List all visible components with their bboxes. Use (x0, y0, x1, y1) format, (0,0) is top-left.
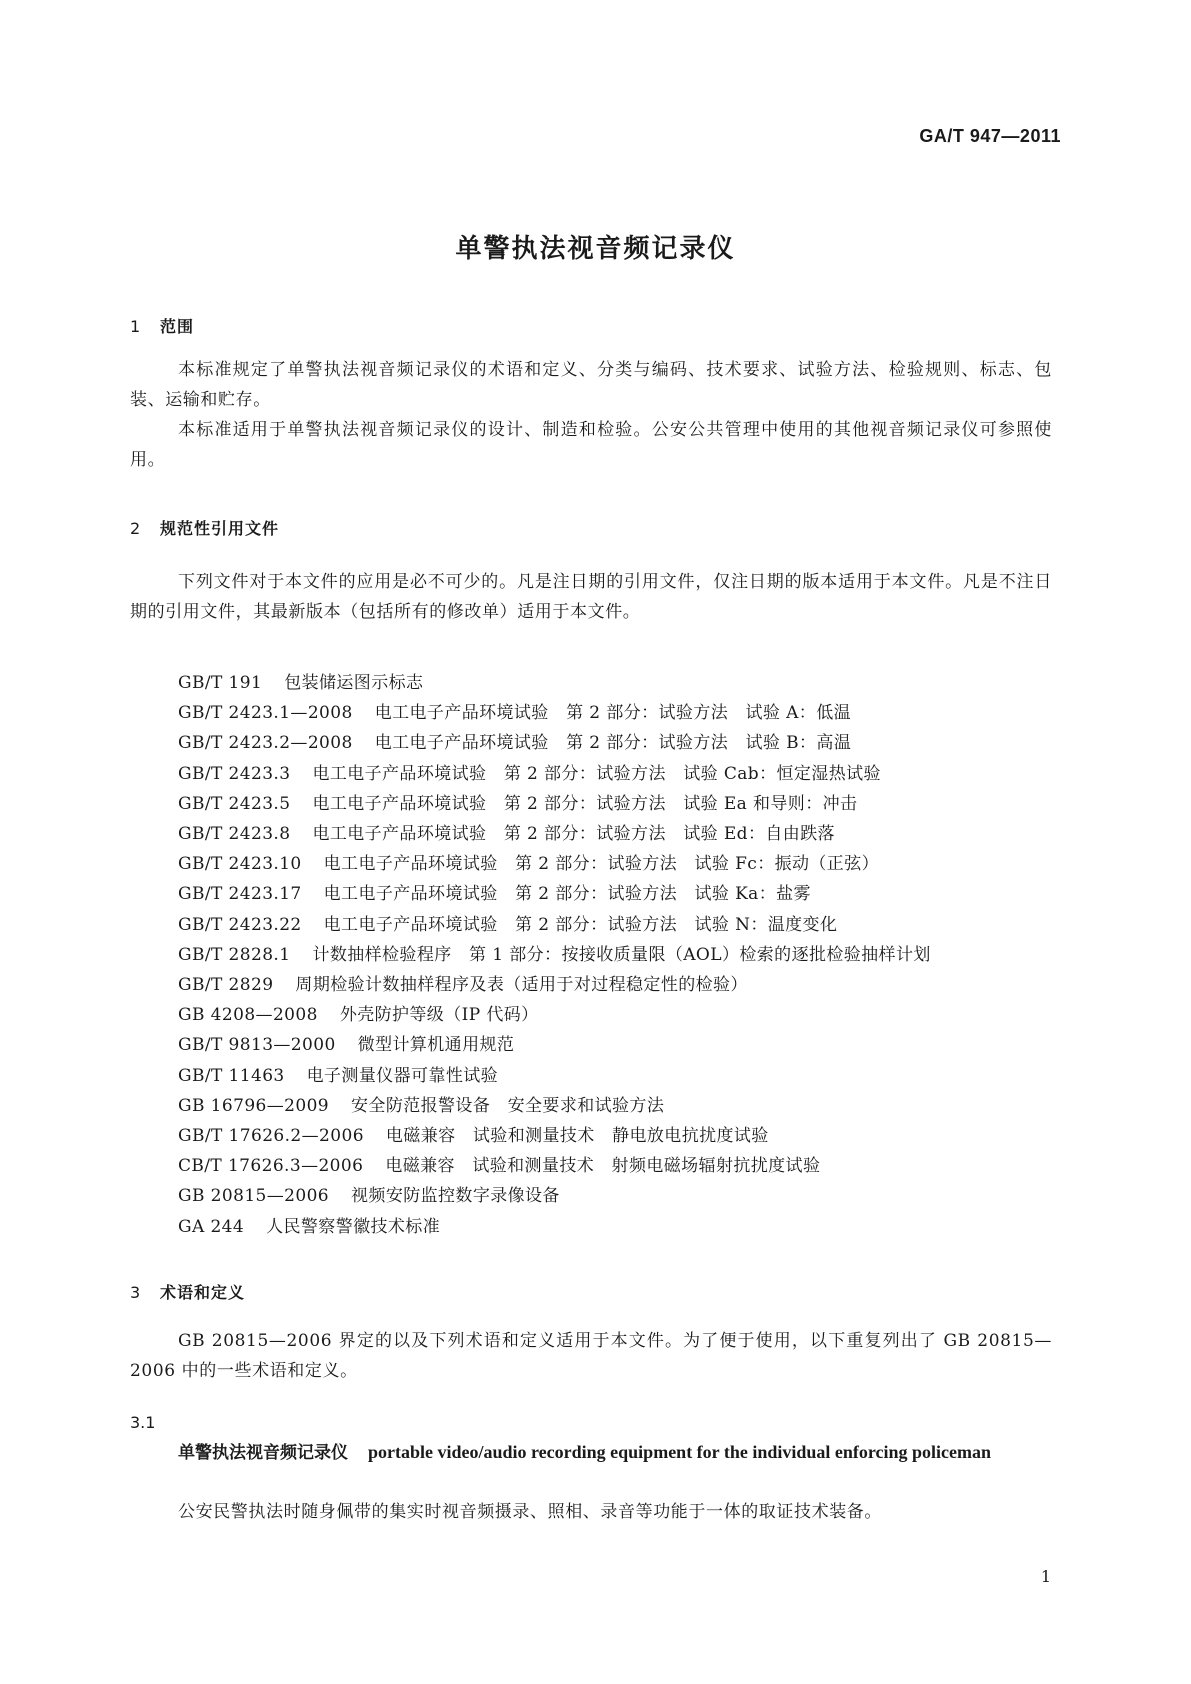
reference-code: GB/T 2423.17 (178, 884, 302, 905)
section-title: 范围 (160, 317, 195, 336)
terms-intro: GB 20815—2006 界定的以及下列术语和定义适用于本文件。为了便于使用，以下重复列出了 GB 20815—2006 中的一些术语和定义。 (130, 1331, 1052, 1381)
reference-code: GB/T 2423.22 (178, 914, 302, 935)
document-title: 单警执法视音频记录仪 (455, 234, 736, 264)
reference-item (178, 940, 931, 970)
reference-code: GB/T 11463 (178, 1065, 285, 1086)
reference-item (178, 698, 931, 728)
reference-title: 包装储运图示标志 (284, 673, 424, 693)
reference-code: GB/T 17626.2—2006 (178, 1126, 364, 1147)
section-title: 术语和定义 (160, 1283, 246, 1302)
reference-code: CB/T 17626.3—2006 (178, 1156, 364, 1177)
section-heading-terms (130, 1280, 245, 1303)
reference-title: 外壳防护等级（IP 代码） (339, 1005, 539, 1026)
term-definition: 公安民警执法时随身佩带的集实时视音频摄录、照相、录音等功能于一体的取证技术装备。 (178, 1502, 882, 1522)
reference-code: GB 20815—2006 (178, 1186, 330, 1207)
reference-code: GB/T 2423.1—2008 (178, 703, 353, 724)
reference-title: 电磁兼容 试验和测量技术 射频电磁场辐射抗扰度试验 (385, 1156, 821, 1177)
reference-title: 电子测量仪器可靠性试验 (306, 1065, 499, 1086)
standard-code: GA/T 947—2011 (919, 126, 1061, 146)
reference-code: GB/T 2423.10 (178, 854, 302, 875)
reference-code: GB/T 2829 (178, 975, 274, 996)
section-heading-scope (130, 314, 194, 337)
reference-code: GB/T 2423.5 (178, 793, 291, 814)
clause-number: 3.1 (130, 1413, 156, 1432)
reference-title: 微型计算机通用规范 (357, 1035, 515, 1056)
references-intro: 下列文件对于本文件的应用是必不可少的。凡是注日期的引用文件，仅注日期的版本适用于本文件。凡是不注日期的引用文件，其最新版本（包括所有的修改单）适用于本文件。 (130, 572, 1052, 622)
reference-item (178, 1212, 931, 1242)
reference-title: 周期检验计数抽样程序及表（适用于对过程稳定性的检验） (295, 975, 748, 996)
reference-code: GB/T 2828.1 (178, 944, 291, 965)
section-number: 3 (130, 1283, 142, 1302)
reference-title: 人民警察警徽技术标准 (266, 1216, 441, 1237)
scope-paragraph-1: 本标准规定了单警执法视音频记录仪的术语和定义、分类与编码、技术要求、试验方法、检验规则、标志、包装、运输和贮存。 (130, 360, 1052, 410)
reference-code: GB/T 2423.8 (178, 824, 291, 845)
reference-title: 电工电子产品环境试验 第 2 部分：试验方法 试验 Ed：自由跌落 (312, 824, 835, 845)
reference-title: 电工电子产品环境试验 第 2 部分：试验方法 试验 Cab：恒定湿热试验 (312, 763, 881, 784)
reference-item (178, 970, 931, 1000)
reference-code: GB 4208—2008 (178, 1005, 318, 1026)
section-heading-references (130, 516, 279, 539)
reference-title: 计数抽样检验程序 第 1 部分：按接收质量限（AOL）检索的逐批检验抽样计划 (312, 944, 931, 965)
reference-title: 电磁兼容 试验和测量技术 静电放电抗扰度试验 (385, 1126, 769, 1147)
reference-title: 电工电子产品环境试验 第 2 部分：试验方法 试验 B：高温 (374, 733, 852, 754)
reference-list (178, 668, 931, 1242)
reference-code: GB 16796—2009 (178, 1095, 330, 1116)
reference-code: GA 244 (178, 1216, 245, 1237)
reference-item (178, 1030, 931, 1060)
reference-title: 电工电子产品环境试验 第 2 部分：试验方法 试验 Ea 和导则：冲击 (312, 793, 858, 814)
reference-code: GB/T 2423.2—2008 (178, 733, 353, 754)
reference-item (178, 1121, 931, 1151)
scope-paragraph-2: 本标准适用于单警执法视音频记录仪的设计、制造和检验。公安公共管理中使用的其他视音频记录仪可参照使用。 (130, 420, 1052, 470)
section-number: 2 (130, 519, 142, 538)
term-entry (130, 1437, 1052, 1468)
reference-item (178, 910, 931, 940)
reference-item (178, 879, 931, 909)
reference-item (178, 1091, 931, 1121)
reference-item (178, 759, 931, 789)
reference-item (178, 728, 931, 758)
reference-title: 电工电子产品环境试验 第 2 部分：试验方法 试验 N：温度变化 (323, 914, 838, 935)
term-chinese: 单警执法视音频记录仪 (178, 1443, 348, 1463)
reference-item (178, 849, 931, 879)
reference-title: 安全防范报警设备 安全要求和试验方法 (351, 1095, 665, 1116)
reference-item (178, 1061, 931, 1091)
reference-title: 电工电子产品环境试验 第 2 部分：试验方法 试验 Ka：盐雾 (323, 884, 811, 905)
reference-item (178, 1151, 931, 1181)
reference-item (178, 668, 931, 698)
reference-title: 电工电子产品环境试验 第 2 部分：试验方法 试验 Fc：振动（正弦） (323, 854, 879, 875)
section-number: 1 (130, 317, 142, 336)
reference-title: 视频安防监控数字录像设备 (351, 1186, 560, 1207)
page-number: 1 (1040, 1567, 1051, 1586)
reference-item (178, 789, 931, 819)
reference-code: GB/T 191 (178, 673, 263, 693)
section-title: 规范性引用文件 (160, 519, 280, 538)
reference-code: GB/T 9813—2000 (178, 1035, 336, 1056)
reference-item (178, 819, 931, 849)
reference-title: 电工电子产品环境试验 第 2 部分：试验方法 试验 A：低温 (374, 703, 852, 724)
reference-item (178, 1000, 931, 1030)
term-english: portable video/audio recording equipment for the individual enforcing policeman (368, 1442, 992, 1462)
reference-item (178, 1181, 931, 1211)
reference-code: GB/T 2423.3 (178, 763, 291, 784)
